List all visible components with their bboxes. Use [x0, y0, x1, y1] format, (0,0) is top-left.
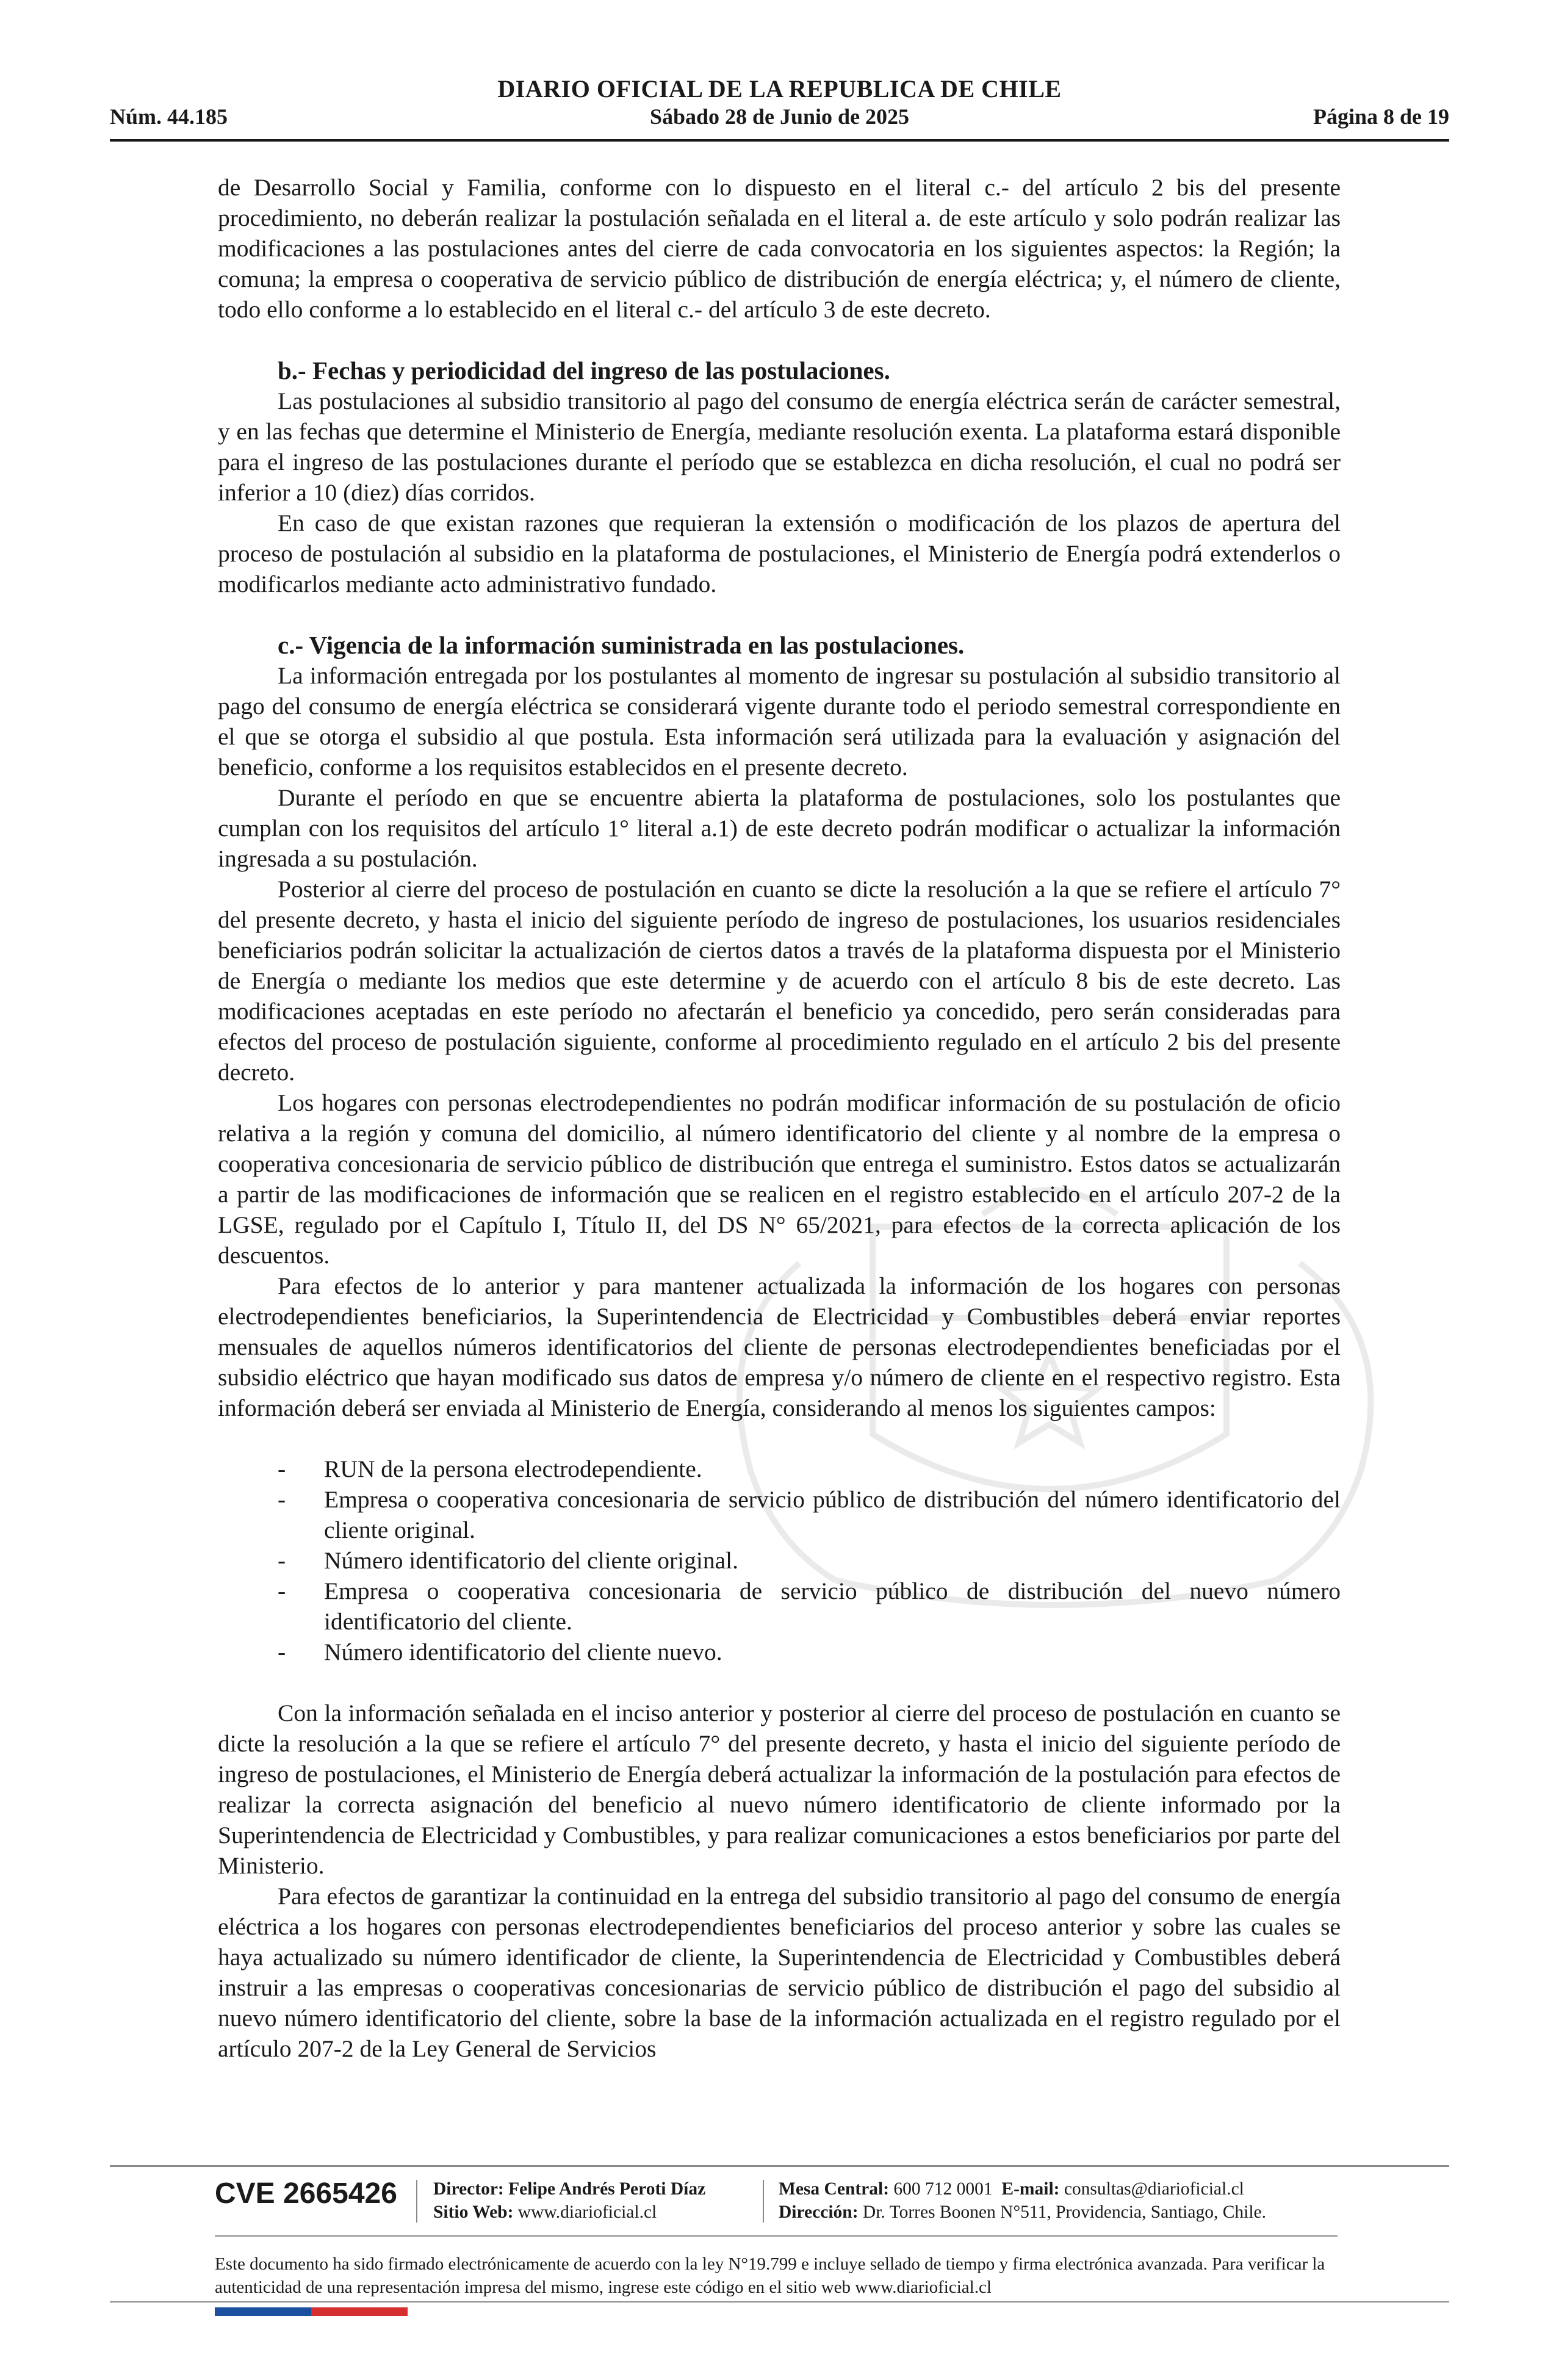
- paragraph-c3: Posterior al cierre del proceso de postulación en cuanto se dicte la resolución a la que se refiere el artículo 7° del presente decreto, y hasta el inicio del siguiente período de ingreso de postulaciones, los usuarios residenciales beneficiarios podrán solicitar la actualización de ciertos datos a través de la plataforma dispuesta por el Ministerio de Energía o mediante los medios que este determine y de acuerdo con el artículo 8 bis de este decreto. Las modificaciones aceptadas en este período no afectarán el beneficio ya concedido, pero serán consideradas para efectos del proceso de postulación siguiente, conforme al procedimiento regulado en el artículo 2 bis del presente decreto.: [218, 876, 1341, 1086]
- page-indicator: Página 8 de 19: [1313, 104, 1449, 129]
- paragraph-c1: La información entregada por los postulantes al momento de ingresar su postulación al subsidio transitorio al pago del consumo de energía eléctrica se considerará vigente durante todo el periodo semestral correspondiente en el que se otorga el subsidio al que postula. Esta información será utilizada para la evaluación y asignación del beneficio, conforme a los requisitos establecidos en el presente decreto.: [218, 662, 1341, 781]
- paragraph-c4: Los hogares con personas electrodependientes no podrán modificar información de su postulación de oficio relativa a la región y comuna del domicilio, al número identificatorio del cliente y al nombre de la empresa o cooperativa concesionaria de servicio público de distribución que entrega el suministro. Estos datos se actualizarán a partir de las modificaciones de información que se realicen en el registro establecido en el artículo 207-2 de la LGSE, regulado por el Capítulo I, Título II, del DS N° 65/2021, para efectos de la correcta aplicación de los descuentos.: [218, 1089, 1341, 1269]
- paragraph-c5: Para efectos de lo anterior y para mantener actualizada la información de los hogares con personas electrodependientes beneficiarios, la Superintendencia de Electricidad y Combustibles deberá enviar reportes mensuales de aquellos números identificatorios del cliente de personas electrodependientes beneficiadas por el subsidio eléctrico que hayan modificado sus datos de empresa y/o número de cliente en el respectivo registro. Esta información deberá ser enviada al Ministerio de Energía, considerando al menos los siguientes campos:: [218, 1272, 1341, 1421]
- footer-contact-block: [779, 2177, 1266, 2224]
- email-link[interactable]: consultas@diarioficial.cl: [1064, 2179, 1244, 2199]
- list-item-text: Empresa o cooperativa concesionaria de servicio público de distribución del número identificatorio del cliente original.: [324, 1486, 1341, 1543]
- page-header: [110, 74, 1449, 148]
- address-value: Dr. Torres Boonen N°511, Providencia, Santiago, Chile.: [862, 2202, 1267, 2222]
- paragraph-c2: Durante el período en que se encuentre abierta la plataforma de postulaciones, solo los postulantes que cumplan con los requisitos del artículo 1° literal a.1) de este decreto podrán modificar o actualizar la información ingresada a su postulación.: [218, 784, 1341, 872]
- footer-divider-top: [110, 2165, 1449, 2167]
- flag-blue-stripe: [215, 2307, 311, 2316]
- paragraph-b1: Las postulaciones al subsidio transitorio al pago del consumo de energía eléctrica serán de carácter semestral, y en las fechas que determine el Ministerio de Energía, mediante resolución exenta. La plataforma estará disponible para el ingreso de las postulaciones durante el período que se establezca en dicha resolución, el cual no podrá ser inferior a 10 (diez) días corridos.: [218, 388, 1341, 506]
- footer-director-block: [433, 2177, 705, 2224]
- required-fields-list: [218, 1454, 1341, 1667]
- list-item: [218, 1484, 1341, 1545]
- paragraph-c6: Con la información señalada en el inciso anterior y posterior al cierre del proceso de postulación en cuanto se dicte la resolución a la que se refiere el artículo 7° del presente decreto, y hasta el inicio del siguiente período de ingreso de postulaciones, el Ministerio de Energía deberá actualizar la información de la postulación para efectos de realizar la correcta asignación del beneficio al nuevo número identificatorio de cliente informado por la Superintendencia de Electricidad y Combustibles, y para realizar comunicaciones a estos beneficiarios por parte del Ministerio.: [218, 1700, 1341, 1879]
- header-divider: [110, 139, 1449, 142]
- paragraph-c7: Para efectos de garantizar la continuidad en la entrega del subsidio transitorio al pago del consumo de energía eléctrica a los hogares con personas electrodependientes beneficiarios del proceso anterior y sobre las cuales se haya actualizado su número identificador de cliente, la Superintendencia de Electricidad y Combustibles deberá instruir a las empresas o cooperativas concesionarias de servicio público de distribución el pago del subsidio al nuevo número identificatorio del cliente, sobre la base de la información actualizada en el registro regulado por el artículo 207-2 de la Ley General de Servicios: [218, 1883, 1341, 2062]
- address-label: Dirección:: [779, 2202, 859, 2222]
- paragraph-b2: En caso de que existan razones que requieran la extensión o modificación de los plazos de apertura del proceso de postulación al subsidio en la plataforma de postulaciones, el Ministerio de Energía podrá extenderlos o modificarlos mediante acto administrativo fundado.: [218, 510, 1341, 597]
- email-label: E-mail:: [1001, 2179, 1060, 2199]
- list-item-text: Número identificatorio del cliente nuevo.: [324, 1639, 722, 1665]
- list-dash: -: [278, 1486, 286, 1513]
- flag-color-bar: [215, 2307, 408, 2316]
- paragraph-intro: de Desarrollo Social y Familia, conforme con lo dispuesto en el literal c.- del artículo 2 bis del presente procedimiento, no deberán realizar la postulación señalada en el literal a. de este artículo y solo podrán realizar las modificaciones a las postulaciones antes del cierre de cada convocatoria en los siguientes aspectos: la Región; la comuna; la empresa o cooperativa de servicio público de distribución de energía eléctrica; y, el número de cliente, todo ello conforme a lo establecido en el literal c.- del artículo 3 de este decreto.: [218, 174, 1341, 323]
- document-body: [218, 172, 1341, 2064]
- flag-red-stripe: [311, 2307, 408, 2316]
- director-name: Felipe Andrés Peroti Díaz: [508, 2179, 706, 2199]
- list-item: [218, 1576, 1341, 1637]
- publication-title: DIARIO OFICIAL DE LA REPUBLICA DE CHILE: [497, 75, 1062, 103]
- list-dash: -: [278, 1639, 286, 1665]
- website-label: Sitio Web:: [433, 2202, 514, 2222]
- list-item: [218, 1637, 1341, 1667]
- cve-code: CVE 2665426: [215, 2177, 397, 2210]
- list-dash: -: [278, 1455, 286, 1482]
- footer-divider-middle: [215, 2235, 1338, 2237]
- director-label: Director:: [433, 2179, 504, 2199]
- footer-separator: [763, 2180, 764, 2223]
- list-item: [218, 1545, 1341, 1576]
- electronic-signature-notice: Este documento ha sido firmado electrónicamente de acuerdo con la ley N°19.799 e incluye sellado de tiempo y firma electrónica avanzada. Para verificar la autenticidad de una representación impresa del mismo, ingrese este código en el sitio web www.diarioficial.cl: [215, 2254, 1325, 2297]
- list-dash: -: [278, 1578, 286, 1604]
- list-item-text: RUN de la persona electrodependiente.: [324, 1455, 702, 1482]
- footer-divider-bottom: [110, 2301, 1449, 2302]
- website-link[interactable]: www.diarioficial.cl: [517, 2202, 657, 2222]
- footer-separator: [416, 2180, 417, 2223]
- list-dash: -: [278, 1547, 286, 1574]
- section-heading-b: b.- Fechas y periodicidad del ingreso de las postulaciones.: [278, 356, 890, 384]
- list-item: [218, 1454, 1341, 1484]
- publication-date: Sábado 28 de Junio de 2025: [649, 104, 910, 129]
- issue-number: Núm. 44.185: [110, 104, 228, 129]
- list-item-text: Número identificatorio del cliente original.: [324, 1547, 738, 1574]
- phone-label: Mesa Central:: [779, 2179, 890, 2199]
- list-item-text: Empresa o cooperativa concesionaria de servicio público de distribución del nuevo número identificatorio del cliente.: [324, 1578, 1341, 1635]
- phone-value: 600 712 0001: [893, 2179, 993, 2199]
- section-heading-c: c.- Vigencia de la información suministrada en las postulaciones.: [278, 631, 965, 659]
